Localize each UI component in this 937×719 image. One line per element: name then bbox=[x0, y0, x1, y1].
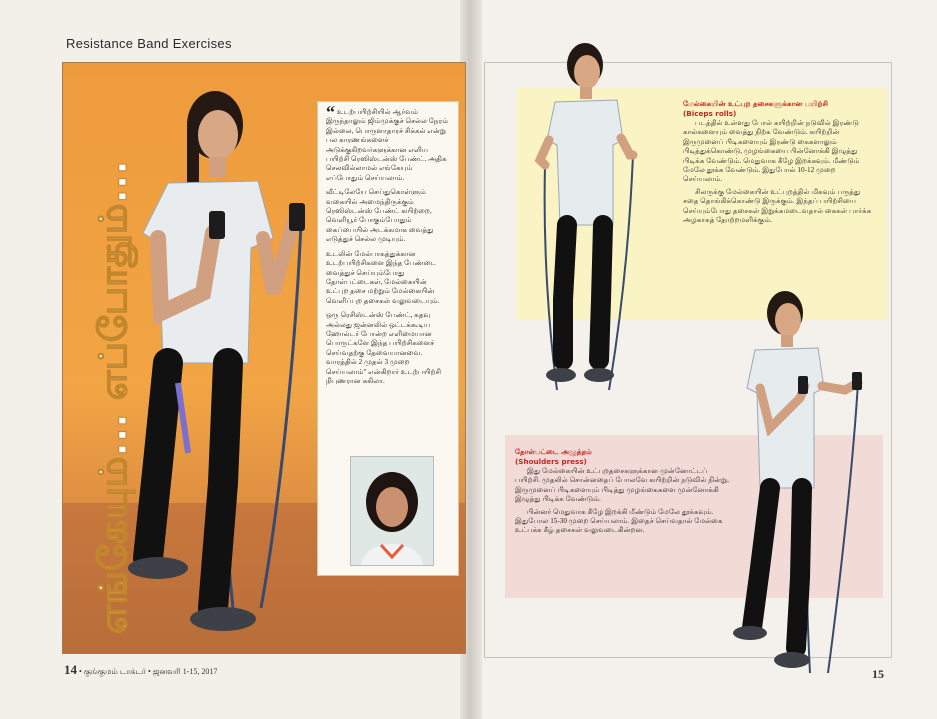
article-paragraph-3: உடலின் மேல்பாகத்துக்கான உடற்பயிற்சிகளை இந்த பேண்டை வைத்துச் செய்யும்போது தோள்பட்டைகள், மேல்கையின் உட்புற தசை மற்றும் மேல்கையின் வெளிப்புற தசைகள் வலுவடையும். bbox=[326, 249, 440, 305]
article-paragraph-2: வீட்டிலேயே செய்துகொள்ளும் வகையில் அமைந்திருக்கும் ரெஸிஸ்டன்ஸ் பேண்ட் கயிற்றை, வெளியூர் போகும்போதும் கைப்பையில் அடக்கமாக வைத்து எடுத்துச் செல்ல முடியும். bbox=[326, 188, 434, 244]
biceps-section bbox=[683, 99, 875, 228]
shoulders-heading-tamil: தோள்பட்டை அழுத்தம் bbox=[515, 447, 592, 456]
biceps-paragraph-2: சிலருக்கு மேல்கையின் உட்புறத்தில் மிகவும் பருத்து சதை தொங்கிக்கொண்டு இருக்கும். இந்தப் பயிற்சியை செய்யும்போது தசைகள் இறுக்கமடைவதால் கைகள் பார்க்க அழகாகத் தோற்றமளிக்கும். bbox=[683, 187, 872, 225]
page-number-right: 15 bbox=[872, 667, 884, 681]
biceps-heading-tamil: மேல்கையின் உட்புற தசைகளுக்கான பயிற்சி bbox=[683, 99, 829, 108]
shoulders-exercise-photo bbox=[730, 278, 880, 678]
biceps-heading-english: (Biceps rolls) bbox=[683, 109, 737, 118]
article-paragraph-4: ஒரு ரெசிஸ்டன்ஸ் பேண்ட், கதவு அல்லது ஜன்னலில் ஒட்டக்கூடிய ஹோல்டர் போன்ற எளிமையான பொருட்களே இந்த பயிற்சிகளைச் செய்வதற்கு தேவையானவை. வாரத்தில் 2 முதல் 3 முறை செய்யலாம்" என்கிறார் உடற்பயிற்சி நிபுணரான சுகிலா. bbox=[326, 311, 442, 385]
headline-text: எங்கேயும்... எப்போதும்... bbox=[91, 160, 135, 634]
footer-left: 14 • குங்குமம் டாக்டர் • ஜனவரி 1-15, 2017 bbox=[64, 662, 218, 677]
biceps-heading bbox=[683, 99, 875, 119]
biceps-exercise-photo bbox=[505, 30, 665, 400]
biceps-body bbox=[683, 119, 875, 225]
shoulders-heading-english: (Shoulders press) bbox=[515, 457, 587, 466]
expert-portrait bbox=[350, 456, 434, 566]
page-number-left: 14 bbox=[64, 662, 77, 677]
issue-date: ஜனவரி 1-15, 2017 bbox=[152, 667, 218, 676]
shoulders-heading bbox=[515, 447, 729, 467]
headline-vertical bbox=[82, 74, 138, 644]
shoulders-body bbox=[515, 467, 729, 536]
shoulders-paragraph-2: பின்னர் மெதுவாக கீழே இறக்கி மீண்டும் மேலே தூக்கவும். இதுபோல 15-30 முறை செய்யலாம். இதைச் செய்வதால் மேல்கை உட்பக்க கீழ் தசைகள் வலுவடைகின்றன. bbox=[515, 507, 723, 535]
magazine-name: குங்குமம் டாக்டர் bbox=[83, 667, 147, 676]
section-title: Resistance Band Exercises bbox=[66, 36, 232, 51]
biceps-paragraph-1: படத்தில் உள்ளது போல் கயிற்றின் நடுவில் இரண்டு கால்களையும் வைத்து நிற்க வேண்டும். கயிற்றின் இருமுனைப் பிடிகளையும் இரண்டு கைகளாலும் பிடித்துக்கொண்டு, முழங்கையை பின்னோக்கி இழுத்து பிடிக்க வேண்டும். மெதுவாக கீழே இறக்கவும். மீண்டும் மேலே தூக்க வேண்டும். இதுபோல் 10-12 முறை செய்யலாம். bbox=[683, 119, 860, 184]
article-paragraph-1: “ உடற்பயிற்சியில் ஆர்வம் இருந்தாலும் ஜிம்முக்குச் செல்ல நேரம் இல்லை, பொருளாதாரச் சிக்கல் என்று பல காரணங்களைச் அடுக்குகிறவர்களுக்கான எளிய பயிற்சி ரெஸிஸ்டன்ஸ் பேண்ட். அதிக செலவில்லாமல் எங்கேயும் எப்போதும் செய்யலாம். bbox=[326, 102, 448, 182]
shoulders-section bbox=[515, 447, 729, 539]
shoulders-paragraph-1: இது மேல்கையின் உட்புறதசைகளுக்கான முன்னோட்டப் பயிற்சி. முதலில் சொன்னதைப் போலவே கயிற்றின் நடுவில் நின்று, இருமுனைப் பிடிகளையும் பிடித்து முழங்கைகளை முன்னோக்கி இழுத்து பிடிக்க வேண்டும். bbox=[515, 467, 729, 504]
